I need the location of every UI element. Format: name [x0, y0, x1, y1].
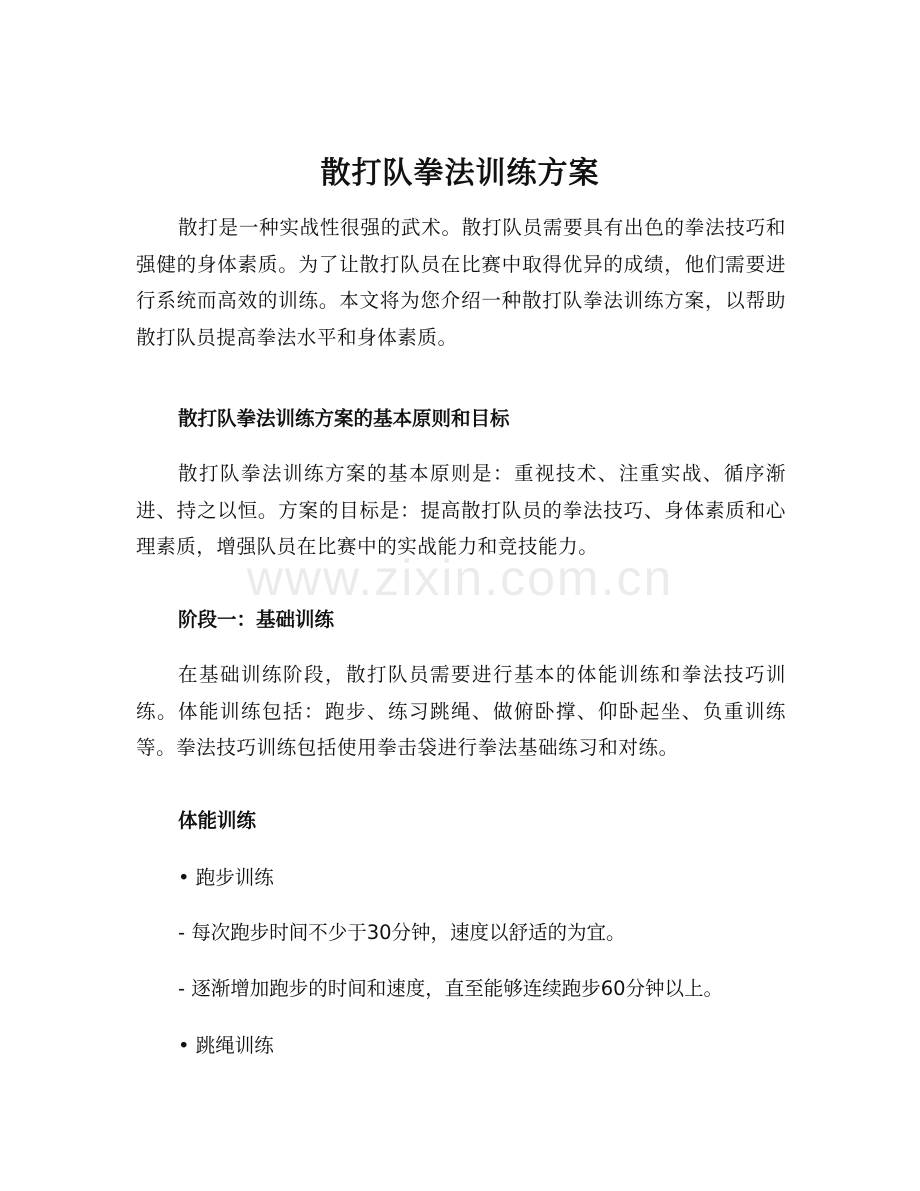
section-heading-principles: 散打队拳法训练方案的基本原则和目标	[178, 407, 510, 430]
section-heading-fitness: 体能训练	[178, 809, 257, 832]
running-item-1: - 每次跑步时间不少于30分钟，速度以舒适的为宜。	[178, 921, 626, 944]
watermark: www.zixin.com.cn	[246, 550, 674, 606]
stage1-paragraph: 在基础训练阶段，散打队员需要进行基本的体能训练和拳法技巧训练。体能训练包括：跑步、练习跳绳、做俯卧撑、仰卧起坐、负重训练等。拳法技巧训练包括使用拳击袋进行拳法基础练习和对练。	[136, 663, 786, 759]
intro-paragraph: 散打是一种实战性很强的武术。散打队员需要具有出色的拳法技巧和强健的身体素质。为了让散打队员在比赛中取得优异的成绩，他们需要进行系统而高效的训练。本文将为您介绍一种散打队拳法训练方案，以帮助散打队员提高拳法水平和身体素质。	[136, 216, 786, 349]
document-title: 散打队拳法训练方案	[320, 156, 600, 191]
bullet-running: • 跑步训练	[178, 866, 274, 889]
bullet-rope: • 跳绳训练	[178, 1034, 274, 1057]
section-heading-stage1: 阶段一：基础训练	[178, 608, 335, 631]
principles-paragraph: 散打队拳法训练方案的基本原则是：重视技术、注重实战、循序渐进、持之以恒。方案的目标是：提高散打队员的拳法技巧、身体素质和心理素质，增强队员在比赛中的实战能力和竞技能力。	[136, 462, 786, 558]
running-item-2: - 逐渐增加跑步的时间和速度，直至能够连续跑步60分钟以上。	[178, 977, 724, 1000]
